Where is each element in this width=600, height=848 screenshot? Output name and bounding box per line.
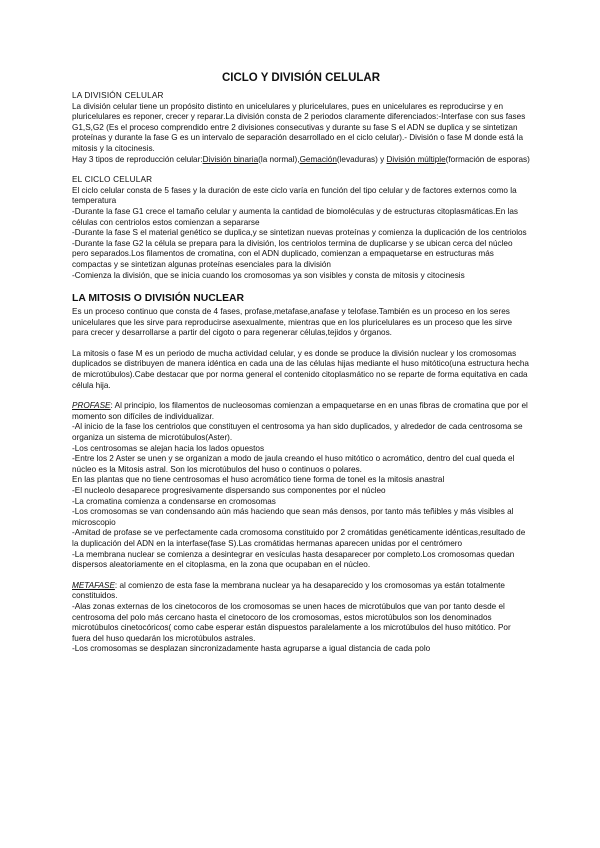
profase-line: -Los cromosomas se van condensando aún más haciendo que sean más densos, por tanto más teñibles y más visibles al microscopio (72, 507, 514, 527)
profase-line: -Entre los 2 Aster se unen y se organizan a modo de jaula creando el huso mitótico o acromático, dentro del cual queda el núcleo es la Mitosis astral. Son los microtúbulos del huso o continuos o polares. (72, 454, 515, 474)
profase-line: En las plantas que no tiene centrosomas el huso acromático tiene forma de tonel es la mitosis anastral (72, 475, 445, 485)
document-page (72, 72, 530, 655)
profase-line: -Al inicio de la fase los centriolos que constituyen el centrosoma ya han sido duplicados, y alrededor de cada centrosoma se organiza un sistema de microtúbulos(Aster). (72, 422, 523, 443)
paragraph-division-celular: La división celular tiene un propósito distinto en unicelulares y pluricelulares, pues en unicelulares es reproducirse y en pluricelulares es reponer, crecer y reparar.La división consta de 2 periodos claramente diferenciados:-Interfase con sus fases G1,S,G2 (Es el proceso comprendido entre 2 divisiones consecutivas y durante su fase S el ADN se duplica y se sintetizan proteínas y durante la fase G es un intervalo de separación desarrollado en el ciclo celular).- División o fase M donde está la mitosis y la citocinesis. (72, 101, 526, 153)
repro-gemacion: Gemación (299, 154, 337, 164)
metafase-intro-text: : al comienzo de esta fase la membrana nuclear ya ha desaparecido y los cromosomas ya están totalmente constituidos. (72, 580, 505, 601)
profase-line: -Los centrosomas se alejan hacia los lados opuestos (72, 443, 265, 453)
repro-binaria: División binaria (202, 154, 259, 164)
profase-line: -La cromatina comienza a condensarse en cromosomas (72, 496, 276, 506)
metafase-label: METAFASE (72, 580, 115, 590)
section-heading-division-celular: LA DIVISIÓN CELULAR (72, 91, 164, 100)
paragraph-tipos-reproduccion (72, 155, 530, 166)
profase-intro (72, 401, 530, 422)
repro-binaria-note: (la normal), (258, 154, 300, 164)
profase-label: PROFASE (72, 401, 111, 411)
profase-line: -El nucleolo desaparece progresivamente dispersando sus componentes por el núcleo (72, 486, 386, 495)
profase-line: -Amitad de profase se ve perfectamente cada cromosoma constituido por 2 cromátidas genéticamente idénticas,resultado de la duplicación del ADN en la interfase(fase S).Las cromátidas hermanas aparecen unidas por el centrómero (72, 528, 526, 548)
metafase-intro (72, 581, 530, 602)
metafase-line: -Los cromosomas se desplazan sincronizadamente hasta agruparse a igual distancia de cada polo (72, 644, 431, 654)
ciclo-line: El ciclo celular consta de 5 fases y la duración de este ciclo varía en función del tipo celular y de factores externos como la temperatura (72, 185, 517, 206)
repro-gemacion-note: (levaduras) y (336, 154, 387, 164)
profase-line: -La membrana nuclear se comienza a desintegrar en vesículas hasta desaparecer por completo.Los cromosomas quedan dispersos aleatoriamente en el citoplasma, en la zona que ocupaban en el núcleo. (72, 549, 515, 570)
section-heading-mitosis: LA MITOSIS O DIVISIÓN NUCLEAR (72, 293, 245, 305)
repro-multiple: División múltiple (386, 154, 446, 164)
ciclo-line: -Durante la fase G1 crece el tamaño celular y aumenta la cantidad de biomoléculas y de estructuras citoplasmáticas.En las células con centriolos estos comienzan a separarse (72, 206, 518, 227)
repro-multiple-note: (formación de esporas) (445, 154, 530, 164)
section-heading-ciclo-celular: EL CICLO CELULAR (72, 175, 153, 185)
repro-prefix: Hay 3 tipos de reproducción celular: (72, 154, 203, 164)
ciclo-line: -Durante la fase G2 la célula se prepara para la división, los centriolos termina de duplicarse y se ubican cerca del núcleo pero separados.Los filamentos de cromatina, con el ADN duplicado, comienzan a empaquetarse en estructuras más compactas y se sintetizan algunas proteínas esenciales para la división (72, 238, 513, 269)
document-title: CICLO Y DIVISIÓN CELULAR (221, 72, 381, 84)
mitosis-paragraph-1: Es un proceso continuo que consta de 4 fases, profase,metafase,anafase y telofase.También es un proceso en los seres unicelulares que les sirve para reproducirse asexualmente, mientras que en los pluricelulares es un proceso que les sirve para crecer y desarrollarse a partir del cigoto o para regenerar células,tejidos y órganos. (72, 307, 513, 338)
mitosis-paragraph-2: La mitosis o fase M es un periodo de mucha actividad celular, y es donde se produce la división nuclear y los cromosomas duplicados se distribuyen de manera idéntica en cada una de las células hijas mediante el huso mitótico(una estructura hecha de microtúbulos).Cabe destacar que por norma general el contenido citoplasmático no se reparte de forma equitativa en cada célula hija. (72, 348, 529, 390)
ciclo-line: -Durante la fase S el material genético se duplica,y se sintetizan nuevas proteínas y comienza la duplicación de los centriolos (72, 228, 527, 238)
metafase-line: -Alas zonas externas de los cinetocoros de los cromosomas se unen haces de microtúbulos que van por tanto desde el centrosoma del polo más cercano hasta el cinetocoro de los cromosomas, estos microtúbulos son los denominados microtúbulos cinetocóricos( como cabe esperar están dispuestos paralelamente a los microtúbulos del huso mitótico. Por fuera del huso quedarán los microtúbulos astrales. (72, 601, 511, 643)
profase-intro-text: : Al principio, los filamentos de nucleosomas comienzan a empaquetarse en en unas fibras de cromatina que por el momento son difíciles de individualizar. (72, 401, 528, 421)
ciclo-line: -Comienza la división, que se inicia cuando los cromosomas ya son visibles y consta de mitosis y citocinesis (72, 270, 465, 280)
